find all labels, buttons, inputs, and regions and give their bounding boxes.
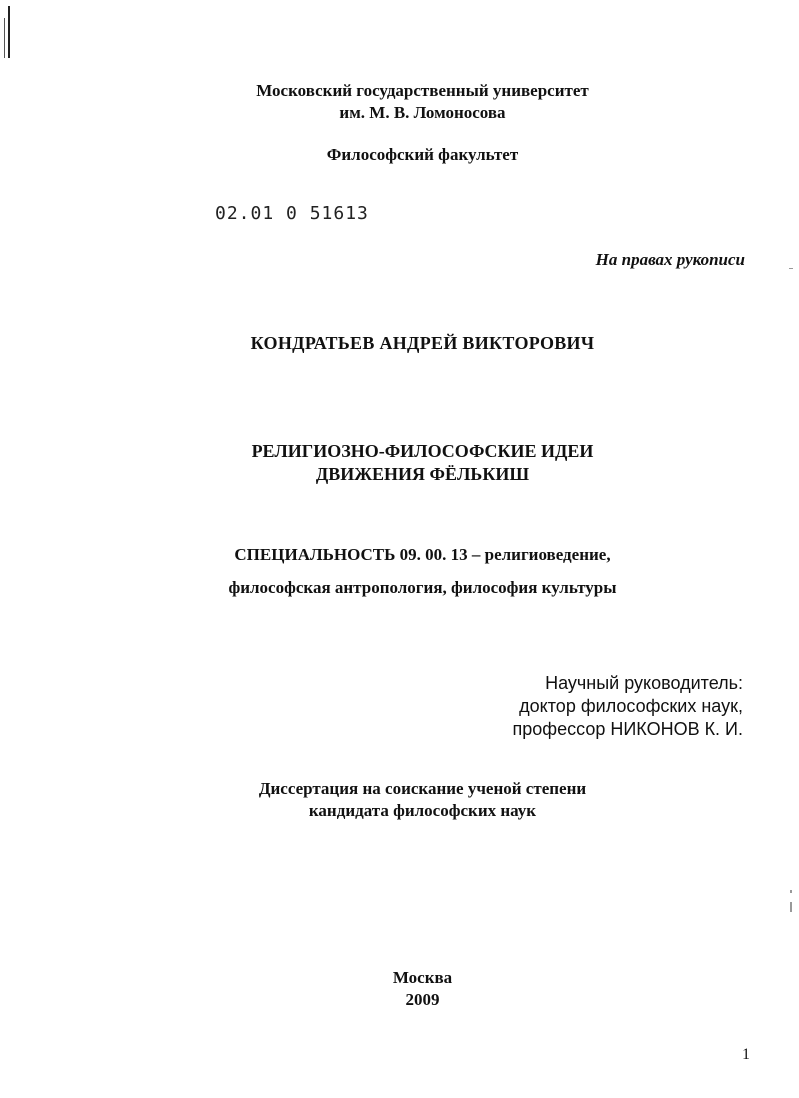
scan-speck	[790, 902, 792, 912]
author-name: КОНДРАТЬЕВ АНДРЕЙ ВИКТОРОВИЧ	[250, 333, 595, 353]
scan-speck	[789, 268, 793, 269]
scan-artifact-line	[4, 18, 5, 58]
specialty-line-2: философская антропология, философия культуры	[228, 578, 617, 597]
scientific-advisor	[0, 672, 743, 741]
registration-code: 0⁩2.01 0 51613	[215, 203, 369, 224]
scan-speck	[790, 890, 792, 893]
degree-line-1: Диссертация на соискание ученой степени	[258, 779, 587, 798]
scan-artifact-line	[8, 6, 10, 58]
university-line-2: им. М. В. Ломоносова	[339, 103, 506, 122]
degree-statement	[0, 778, 799, 822]
city: Москва	[392, 968, 453, 987]
city-year	[0, 967, 799, 1011]
year: 2009	[405, 990, 440, 1009]
degree-line-2: кандидата философских наук	[308, 801, 537, 820]
specialty-line-1: СПЕЦИАЛЬНОСТЬ 09. 00. 13 – религиоведение,	[234, 545, 611, 564]
dissertation-title	[0, 440, 799, 486]
rights-note: На правах рукописи	[595, 250, 745, 269]
advisor-line-1: Научный руководитель:	[545, 673, 743, 693]
advisor-line-2: доктор философских наук,	[519, 696, 743, 716]
advisor-line-3: профессор НИКОНОВ К. И.	[512, 719, 743, 739]
university-header	[0, 80, 799, 124]
page-number: 1	[742, 1046, 750, 1063]
title-line-2: ДВИЖЕНИЯ ФЁЛЬКИШ	[315, 464, 530, 484]
title-line-1: РЕЛИГИОЗНО-ФИЛОСОФСКИЕ ИДЕИ	[251, 441, 594, 461]
faculty-name: Философский факультет	[326, 145, 519, 164]
university-line-1: Московский государственный университет	[256, 81, 589, 100]
